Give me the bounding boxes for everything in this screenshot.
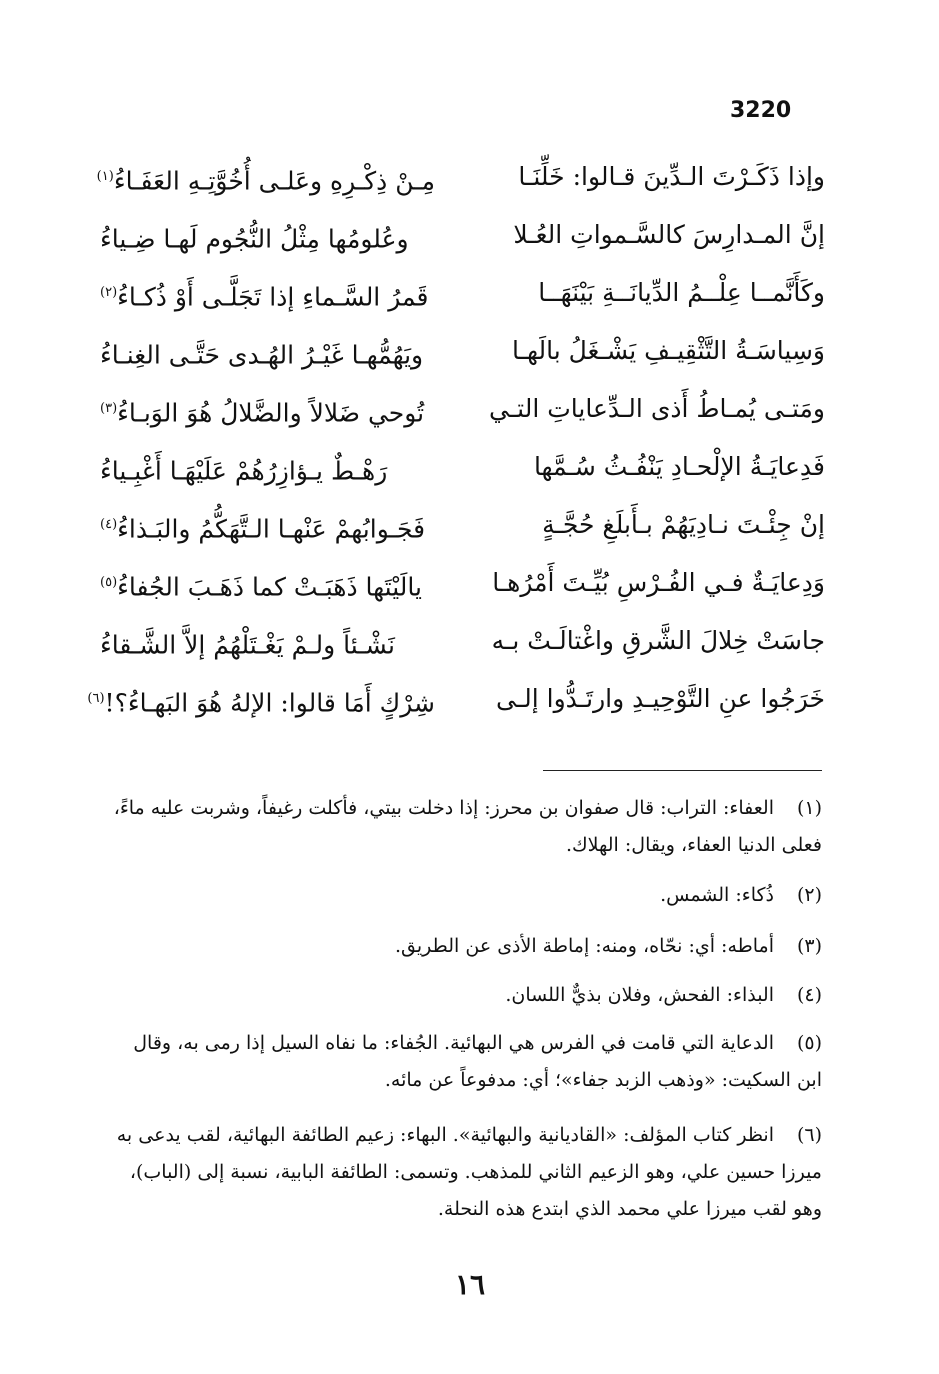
footnote [110, 928, 822, 965]
footnote [110, 977, 822, 1014]
page-number: ١٦ [454, 1268, 486, 1301]
footnote-text: العفاء: التراب: قال صفوان بن محرز: إذا دخلت بيتي، فأكلت رغيفاً، وشربت عليه ماءً، فعلى الدنيا العفاء، ويقال: الهلاك. [113, 797, 822, 856]
footnote-ref: (٢) [100, 285, 118, 300]
verse-first-hemistich: وَسِياسَـةُ التَّثْقِيـفِ يَشْـغَلُ بالَهـا [512, 336, 825, 365]
verse-row [100, 273, 825, 331]
verse-row [96, 157, 825, 215]
verse-second-text: تُوحي ضَلالاً والضَّلالُ هُوَ الوَبـاءُ [117, 398, 425, 428]
verse-second-text: فَجَـوابُهمْ عَنْهـا الـتَّهَكُّمُ والبَـذاءُ [117, 514, 426, 544]
footnote-text: البذاء: الفحش، وفلان بذيٌّ اللسان. [505, 984, 774, 1006]
footnote-text: ذُكاء: الشمس. [660, 884, 774, 906]
footnote-number: (٣) [796, 935, 822, 957]
verse-row [100, 389, 825, 447]
verse-row [100, 505, 825, 563]
page-id: 3220 [730, 98, 792, 123]
verse-second-text: رَهْـطٌ يـؤازِرُهُمْ عَلَيْهَـا أَغْبِـياءُ [100, 456, 388, 486]
verse-first-hemistich: فَدِعايَـةُ الإلْحـادِ يَنْفُـثُ سُـمَّها [533, 452, 825, 481]
verse-second-text: مِـنْ ذِكْـرِهِ وعَلـى أُخُوَّتِـهِ العَفَـاءُ [113, 166, 435, 196]
verse-row [100, 563, 825, 621]
verse-second-hemistich [100, 389, 435, 433]
footnote-number: (٤) [796, 984, 822, 1006]
verse-first-hemistich: إنَّ المـدارِسَ كالسَّـمواتِ العُـلا [513, 220, 825, 249]
verse-first-hemistich: وإذا ذَكَـرْتَ الـدِّينَ قـالوا: خَلِّنَـا [518, 162, 825, 191]
footnote [110, 1025, 822, 1099]
verse-first-hemistich: إنْ جِئْـتَ نـادِيَهُمْ بـأَبلَغِ حُجَّـةٍ [542, 510, 825, 539]
verse-row [100, 621, 825, 679]
verse-second-hemistich [100, 621, 435, 665]
verse-second-hemistich [100, 447, 435, 491]
footnote-number: (٢) [796, 884, 822, 906]
footnote-number: (٥) [796, 1032, 822, 1054]
verse-row [100, 331, 825, 389]
footnote-text: أماطه: أي: نحّاه، ومنه: إماطة الأذى عن الطريق. [395, 935, 774, 957]
footnote [110, 1117, 822, 1228]
footnote-ref: (٦) [87, 691, 105, 706]
verse-row [100, 447, 825, 505]
verse-second-hemistich [87, 679, 435, 723]
verse-first-hemistich: ومَتـى يُمـاطُ أَذى الـدِّعاياتِ التـي [489, 394, 825, 423]
footnote-ref: (٥) [100, 575, 118, 590]
verse-first-hemistich: وَدِعايَـةٌ فـي الفُـرْسِ بُيِّـتَ أَمْرُهـا [492, 568, 825, 597]
footnote-ref: (١) [96, 169, 114, 184]
verse-second-text: شِرْكٍ أَمَا قالوا: الإلهُ هُوَ البَهـاءُ؟! [104, 688, 435, 718]
footnote [110, 877, 822, 914]
verse-row [100, 215, 825, 273]
footnote-text: الدعاية التي قامت في الفرس هي البهائية. الجُفاء: ما نفاه السيل إذا رمى به، وقال ابن السكيت: «وذهب الزبد جفاء»؛ أي: مدفوعاً عن مائه. [133, 1032, 822, 1091]
verse-first-hemistich: خَرَجُوا عنِ التَّوْحِيـدِ وارتَـدُّوا إلـى [495, 684, 825, 713]
verse-second-text: نَشْـئاً ولـمْ يَغْـتَلْهُمُ إلاَّ الشَّـقاءُ [100, 630, 395, 660]
verse-second-text: وعُلومُها مِثْلُ النُّجُوم لَهـا ضِـياءُ [100, 224, 409, 254]
footnote-separator [543, 770, 822, 771]
footnote-ref: (٤) [100, 517, 118, 532]
verse-second-text: ويَهُمُّهـا غَيْـرُ الهُـدى حَتَّـى الغِنـاءُ [100, 340, 424, 370]
verse-second-hemistich [96, 157, 435, 201]
footnote-ref: (٣) [100, 401, 118, 416]
verse-second-text: قَمرُ السَّـماءِ إذا تَجَلَّـى أَوْ ذُكـاءُ [117, 282, 429, 312]
verse-first-hemistich: وكَأَنَّمــا عِلْــمُ الدِّيانَــةِ بَيْنَهَــا [538, 278, 825, 307]
verse-row [87, 679, 825, 737]
footnote-number: (٦) [796, 1124, 822, 1146]
footnote [110, 790, 822, 864]
footnote-text: انظر كتاب المؤلف: «القاديانية والبهائية». البهاء: زعيم الطائفة البهائية، لقب يدعى به ميرزا حسين علي، وهو الزعيم الثاني للمذهب. وتسمى: الطائفة البابية، نسبة إلى (الباب)، وهو لقب ميرزا علي محمد الذي ابتدع هذه النحلة. [116, 1124, 822, 1220]
verse-first-hemistich: جاسَتْ خِلالَ الشَّرقِ واغْتالَـتْ بـه [491, 626, 825, 655]
verse-second-hemistich [100, 331, 435, 375]
verse-second-hemistich [100, 273, 435, 317]
verse-second-hemistich [100, 215, 435, 259]
verse-second-hemistich [100, 563, 435, 607]
verse-second-hemistich [100, 505, 435, 549]
footnote-number: (١) [796, 797, 822, 819]
verse-second-text: يالَيْتَها ذَهَبَـتْ كما ذَهَـبَ الجُفاءُ [117, 572, 422, 602]
